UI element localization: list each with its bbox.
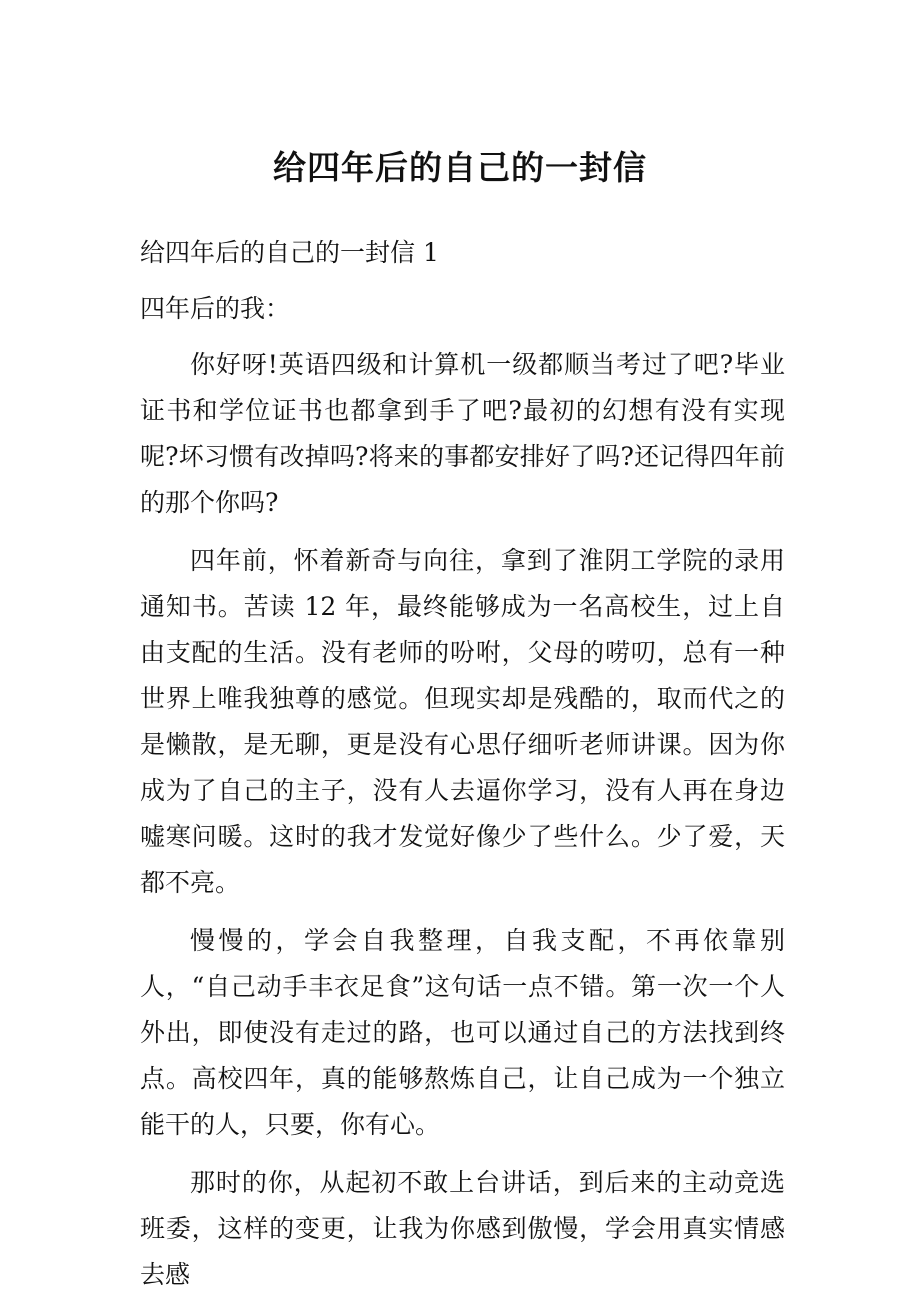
document-title: 给四年后的自己的一封信: [273, 148, 647, 187]
paragraph: 四年前，怀着新奇与向往，拿到了淮阴工学院的录用通知书。苦读 12 年，最终能够成为一名高校生，过上自由支配的生活。没有老师的吩咐，父母的唠叨，总有一种世界上唯我独尊的感觉。但现实却是残酷的，取而代之的是懒散，是无聊，更是没有心思仔细听老师讲课。因为你成为了自己的主子，没有人去逼你学习，没有人再在身边嘘寒问暖。这时的我才发觉好像少了些什么。少了爱，天都不亮。: [140, 546, 785, 897]
paragraph: 你好呀!英语四级和计算机一级都顺当考过了吧?毕业证书和学位证书也都拿到手了吧?最初的幻想有没有实现呢?坏习惯有改掉吗?将来的事都安排好了吗?还记得四年前的那个你吗?: [140, 350, 785, 517]
paragraph: 慢慢的，学会自我整理，自我支配，不再依靠别人，“自己动手丰衣足食”这句话一点不错。第一次一个人外出，即使没有走过的路，也可以通过自己的方法找到终点。高校四年，真的能够熬炼自己，让自己成为一个独立能干的人，只要，你有心。: [140, 926, 785, 1139]
document-body: [140, 230, 785, 1310]
paragraph: 那时的你，从起初不敢上台讲话，到后来的主动竞选班委，这样的变更，让我为你感到傲慢，学会用真实情感去感: [140, 1168, 785, 1289]
letter-salutation: 四年后的我：: [140, 294, 291, 323]
letter-subtitle: 给四年后的自己的一封信 1: [140, 238, 439, 267]
